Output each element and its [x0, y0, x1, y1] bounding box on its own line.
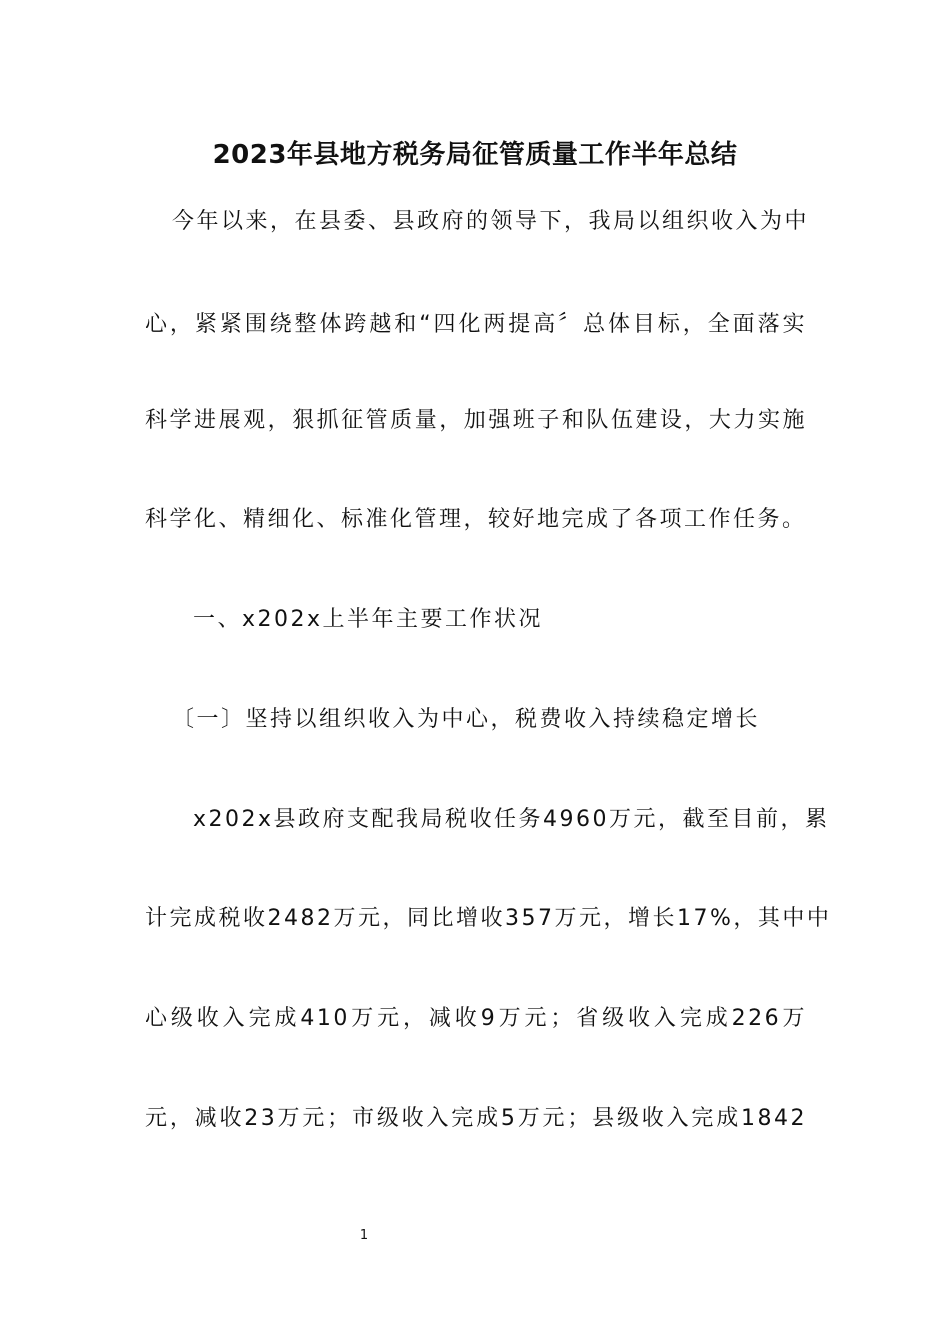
paragraph-line: 心级收入完成410万元，减收9万元；省级收入完成226万: [145, 1006, 807, 1031]
document-title: 2023年县地方税务局征管质量工作半年总结: [212, 140, 738, 170]
paragraph-line: 科学进展观，狠抓征管质量，加强班子和队伍建设，大力实施: [145, 408, 807, 433]
section-heading: 一、x202x上半年主要工作状况: [193, 607, 544, 632]
paragraph-line: 元，减收23万元；市级收入完成5万元；县级收入完成1842: [145, 1106, 807, 1131]
subsection-heading: 〔一〕坚持以组织收入为中心，税费收入持续稳定增长: [172, 707, 761, 732]
page-number: 1: [359, 1228, 369, 1243]
paragraph-line: 今年以来，在县委、县政府的领导下，我局以组织收入为中: [172, 209, 810, 234]
paragraph-line: 心，紧紧围绕整体跨越和“四化两提高〞总体目标，全面落实: [145, 312, 807, 337]
paragraph-line: 计完成税收2482万元，同比增收357万元，增长17%，其中中: [145, 906, 832, 931]
paragraph-line: x202x县政府支配我局税收任务4960万元，截至目前，累: [193, 807, 830, 832]
paragraph-line: 科学化、精细化、标准化管理，较好地完成了各项工作任务。: [145, 507, 807, 532]
